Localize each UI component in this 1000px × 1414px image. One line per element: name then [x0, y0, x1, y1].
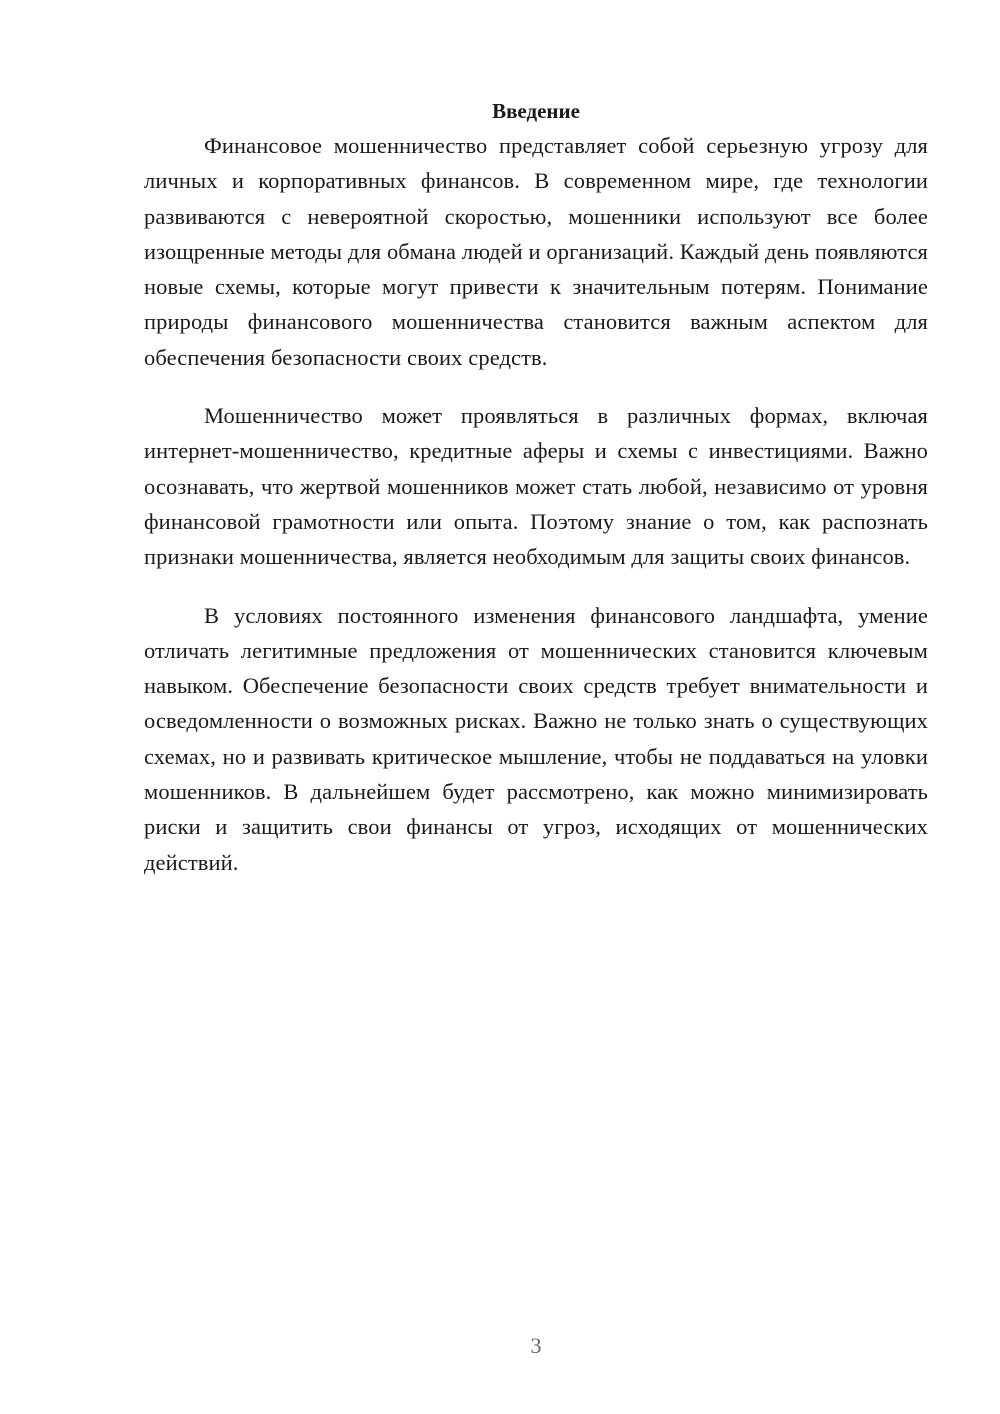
paragraph-3: В условиях постоянного изменения финансового ландшафта, умение отличать легитимные предложения от мошеннических становится ключевым навыком. Обеспечение безопасности своих средств требует внимательности и осведомленности о возможных рисках. Важно не только знать о существующих схемах, но и развивать критическое мышление, чтобы не поддаваться на уловки мошенников. В дальнейшем будет рассмотрено, как можно минимизировать риски и защитить свои финансы от угроз, исходящих от мошеннических действий. [144, 602, 928, 875]
page-content [144, 96, 928, 903]
page-number: 3 [530, 1333, 542, 1358]
paragraph-2: Мошенничество может проявляться в различных формах, включая интернет-мошенничество, кредитные аферы и схемы с инвестициями. Важно осознавать, что жертвой мошенников может стать любой, независимо от уровня финансовой грамотности или опыта. Поэтому знание о том, как распознать признаки мошенничества, является необходимым для защиты своих финансов. [144, 403, 928, 570]
paragraph-1: Финансовое мошенничество представляет собой серьезную угрозу для личных и корпоративных финансов. В современном мире, где технологии развиваются с невероятной скоростью, мошенники используют все более изощренные методы для обмана людей и организаций. Каждый день появляются новые схемы, которые могут привести к значительным потерям. Понимание природы финансового мошенничества становится важным аспектом для обеспечения безопасности своих средств. [144, 133, 928, 370]
section-title: Введение [492, 99, 580, 123]
